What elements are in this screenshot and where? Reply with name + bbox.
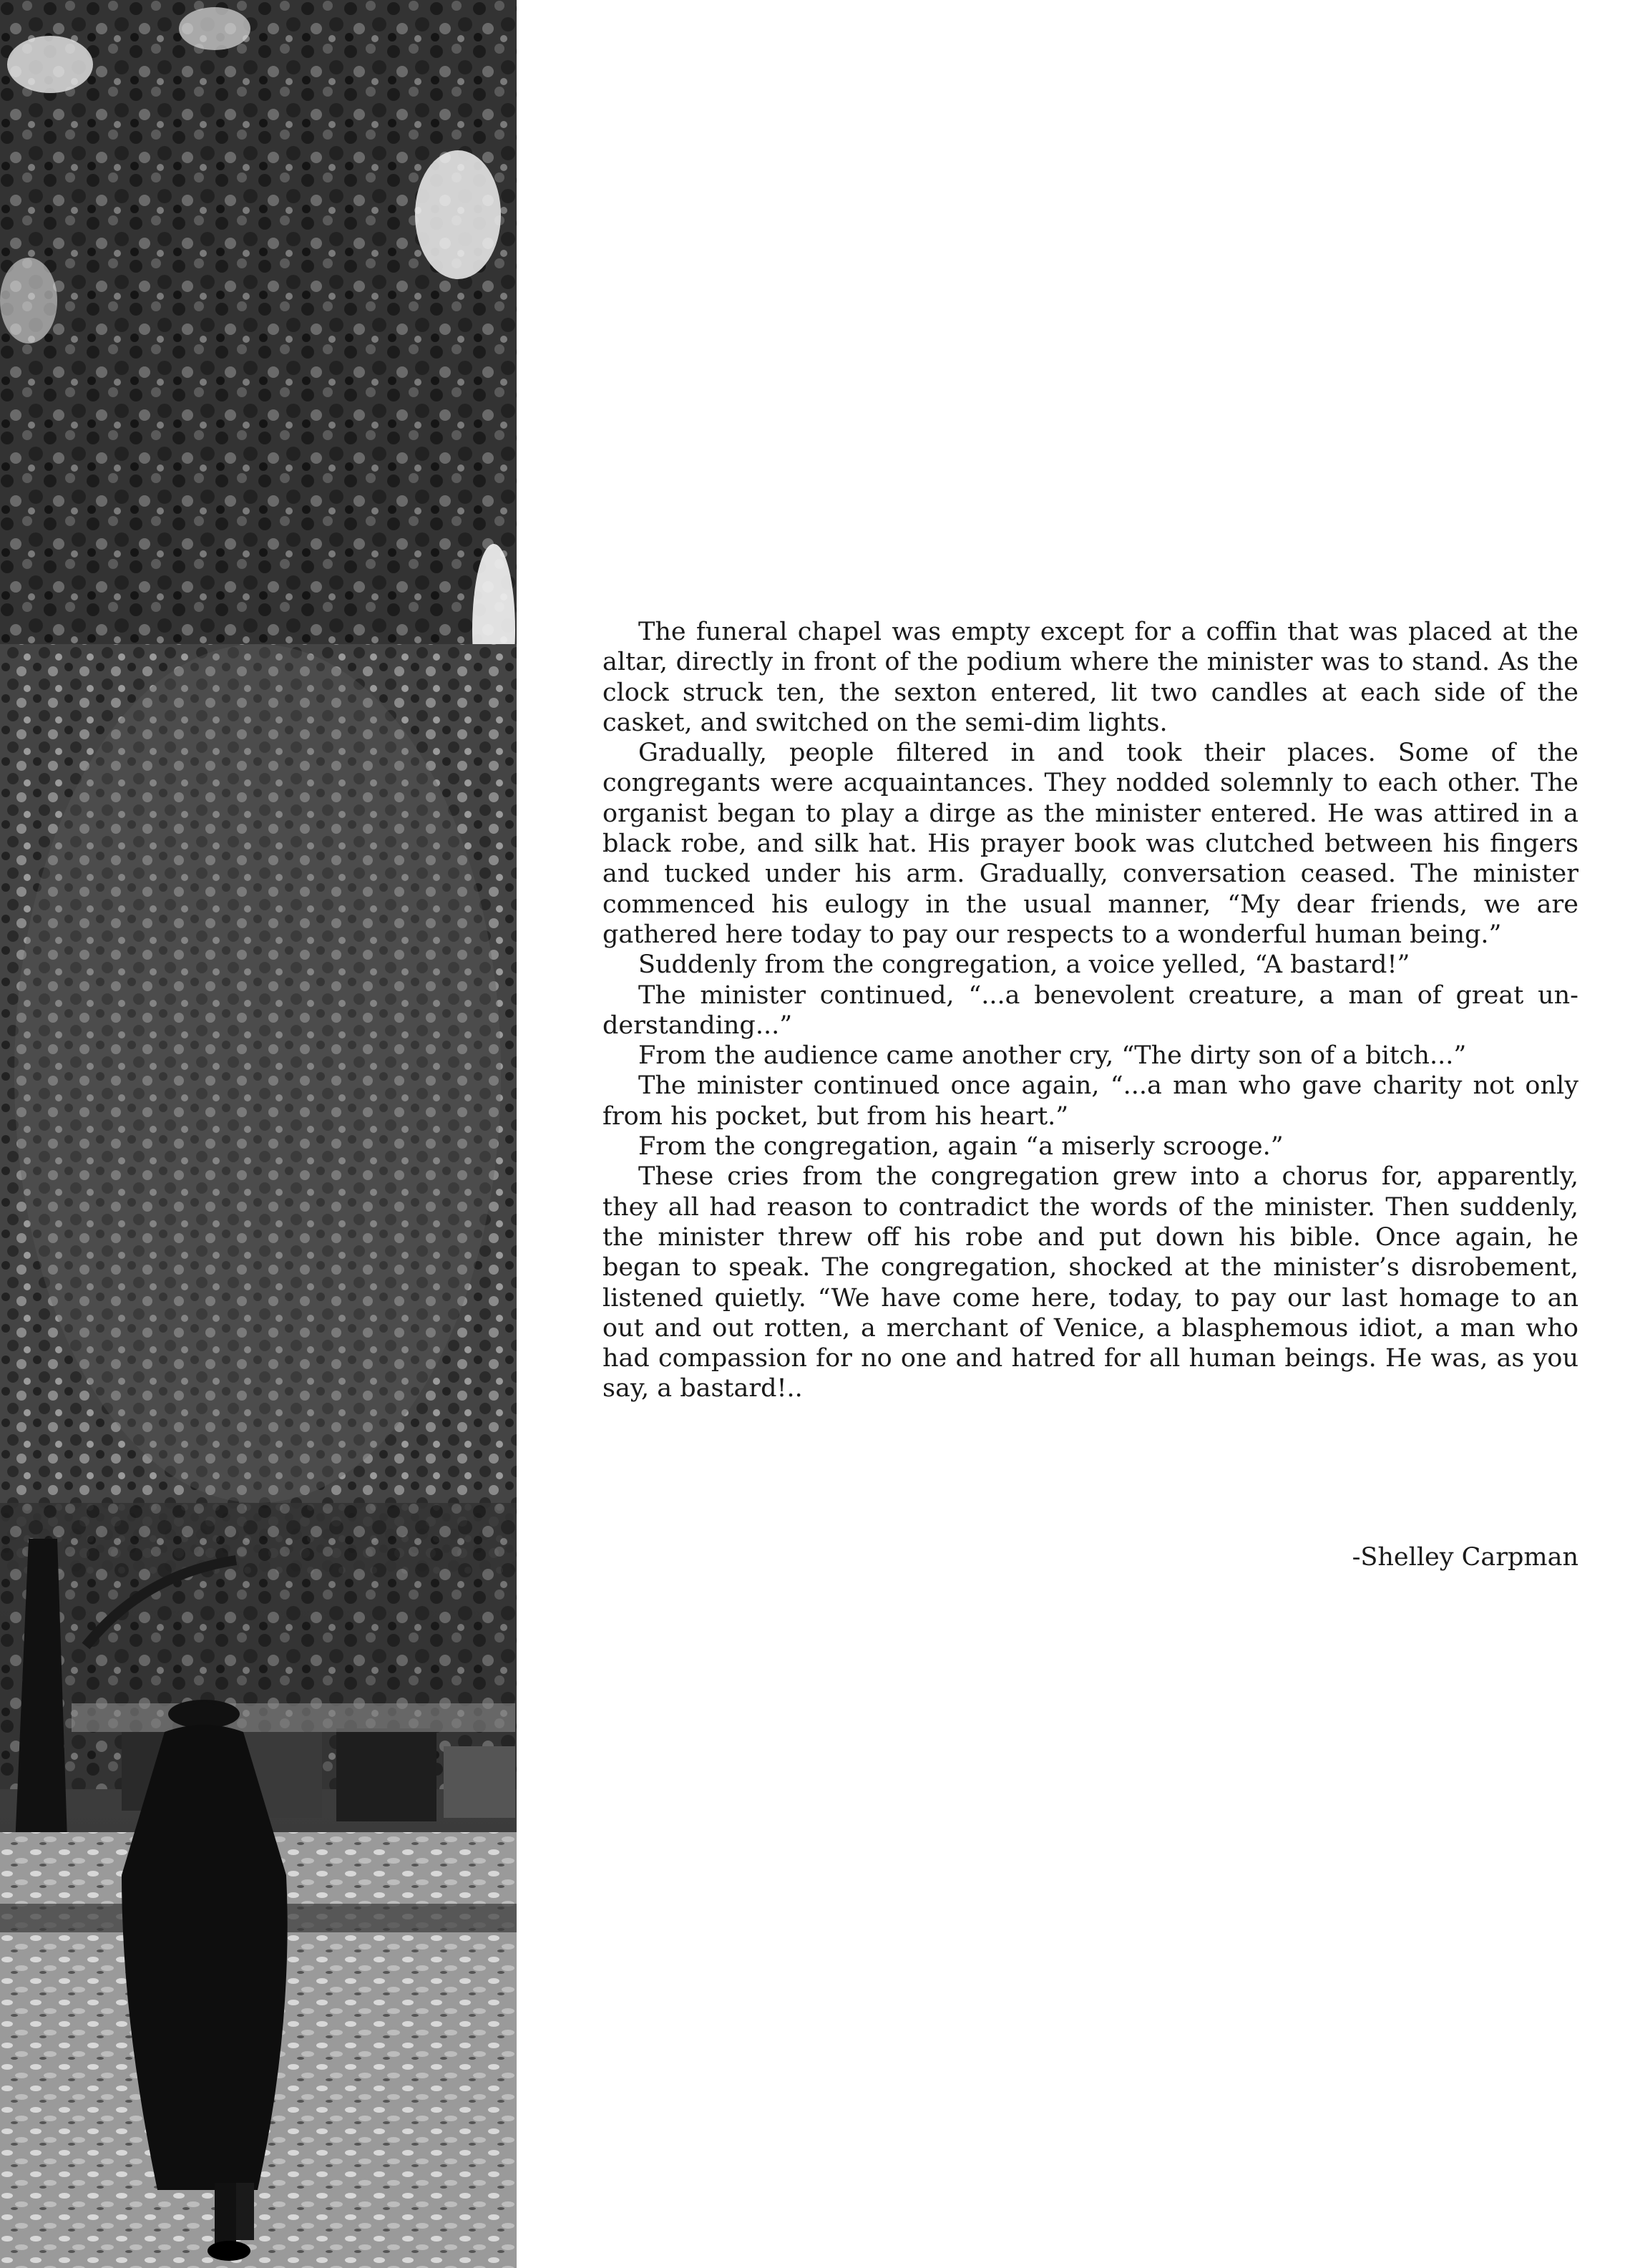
story-text [602, 617, 1578, 1404]
cemetery-photo-image [0, 0, 517, 2268]
story-paragraph: The minister continued once again, “...a man who gave charity not only from his pocket, but from his heart.” [602, 1071, 1578, 1131]
author-byline: -Shelley Carpman [1352, 1543, 1578, 1572]
story-paragraph: Gradually, people filtered in and took their places. Some of the congregants were acquaintances. They nodded solemnly to each other. The organist began to play a dirge as the minister entered. He was attired in a black robe, and silk hat. His prayer book was clutched between his fingers and tucked under his arm. Gradually, conversation ceased. The minister commenced his eulogy in the usual manner, “My dear friends, we are gathered here today to pay our respects to a wonderful human being.” [602, 739, 1578, 949]
story-paragraph: The funeral chapel was empty except for a coffin that was placed at the altar, directly in front of the podium where the minister was to stand. As the clock struck ten, the sexton entered, lit two candles at each side of the casket, and switched on the semi-dim lights. [602, 618, 1578, 737]
story-paragraph: The minister continued, “...a benevolent creature, a man of great understanding...” [602, 980, 1578, 1040]
story-paragraph: Suddenly from the congregation, a voice yelled, “A bastard!” [638, 950, 1410, 980]
story-paragraph: From the audience came another cry, “The dirty son of a bitch...” [638, 1041, 1467, 1071]
story-paragraph: These cries from the congregation grew into a chorus for, apparently, they all had reason to contradict the words of the minister. Then suddenly, the minister threw off his robe and put down his bible. Once again, he began to speak. The congregation, shocked at the minister’s disrobement, listened quietly. “We have come here, today, to pay our last homage to an out and out rotten, a merchant of Venice, a blasphemous idiot, a man who had compassion for no one and hatred for all human beings. He was, as you say, a bastard!.. [602, 1162, 1578, 1403]
story-paragraph: From the congregation, again “a miserly scrooge.” [638, 1132, 1284, 1162]
cemetery-photo [0, 0, 517, 2268]
